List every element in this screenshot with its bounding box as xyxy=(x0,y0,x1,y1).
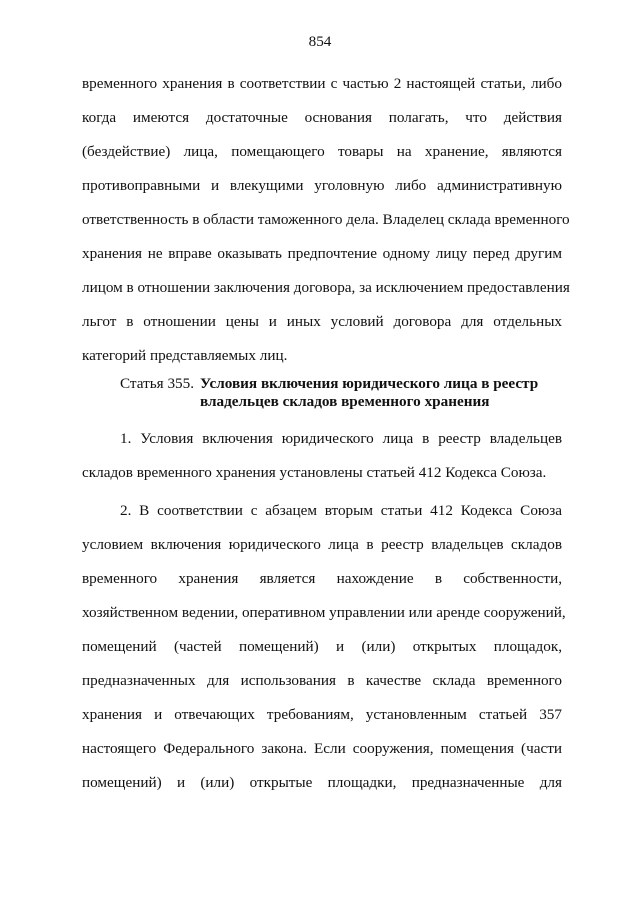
text-line: временного хранения в соответствии с частью 2 настоящей статьи, либо xyxy=(82,75,562,92)
text-line: предназначенных для использования в качестве склада временного xyxy=(82,672,562,689)
text-line: 2. В соответствии с абзацем вторым статьи 412 Кодекса Союза xyxy=(120,502,562,519)
text-line: временного хранения является нахождение в собственности, xyxy=(82,570,562,587)
text-line: хранения не вправе оказывать предпочтение одному лицу перед другим xyxy=(82,245,562,262)
text-line: условием включения юридического лица в реестр владельцев складов xyxy=(82,536,562,553)
text-line: лицом в отношении заключения договора, за исключением предоставления xyxy=(82,279,570,296)
text-line: складов временного хранения установлены статьей 412 Кодекса Союза. xyxy=(82,464,547,481)
text-line: помещений (частей помещений) и (или) открытых площадок, xyxy=(82,638,562,655)
text-line: настоящего Федерального закона. Если сооружения, помещения (части xyxy=(82,740,562,757)
article-title-line-1: Условия включения юридического лица в реестр xyxy=(200,375,539,392)
text-line: когда имеются достаточные основания полагать, что действия xyxy=(82,109,562,126)
text-line: хозяйственном ведении, оперативном управлении или аренде сооружений, xyxy=(82,604,566,621)
text-line: ответственность в области таможенного дела. Владелец склада временного xyxy=(82,211,570,228)
article-heading xyxy=(120,375,562,393)
text-line: хранения и отвечающих требованиям, установленным статьей 357 xyxy=(82,706,562,723)
page-number: 854 xyxy=(308,33,332,50)
text-line: категорий представляемых лиц. xyxy=(82,347,288,364)
text-line: противоправными и влекущими уголовную либо административную xyxy=(82,177,562,194)
text-line: помещений) и (или) открытые площадки, предназначенные для xyxy=(82,774,562,791)
text-line: (бездействие) лица, помещающего товары на хранение, являются xyxy=(82,143,562,160)
text-line: 1. Условия включения юридического лица в реестр владельцев xyxy=(120,430,562,447)
article-title-line-2: владельцев складов временного хранения xyxy=(200,393,490,410)
article-label: Статья 355. xyxy=(120,375,195,392)
text-line: льгот в отношении цены и иных условий договора для отдельных xyxy=(82,313,562,330)
